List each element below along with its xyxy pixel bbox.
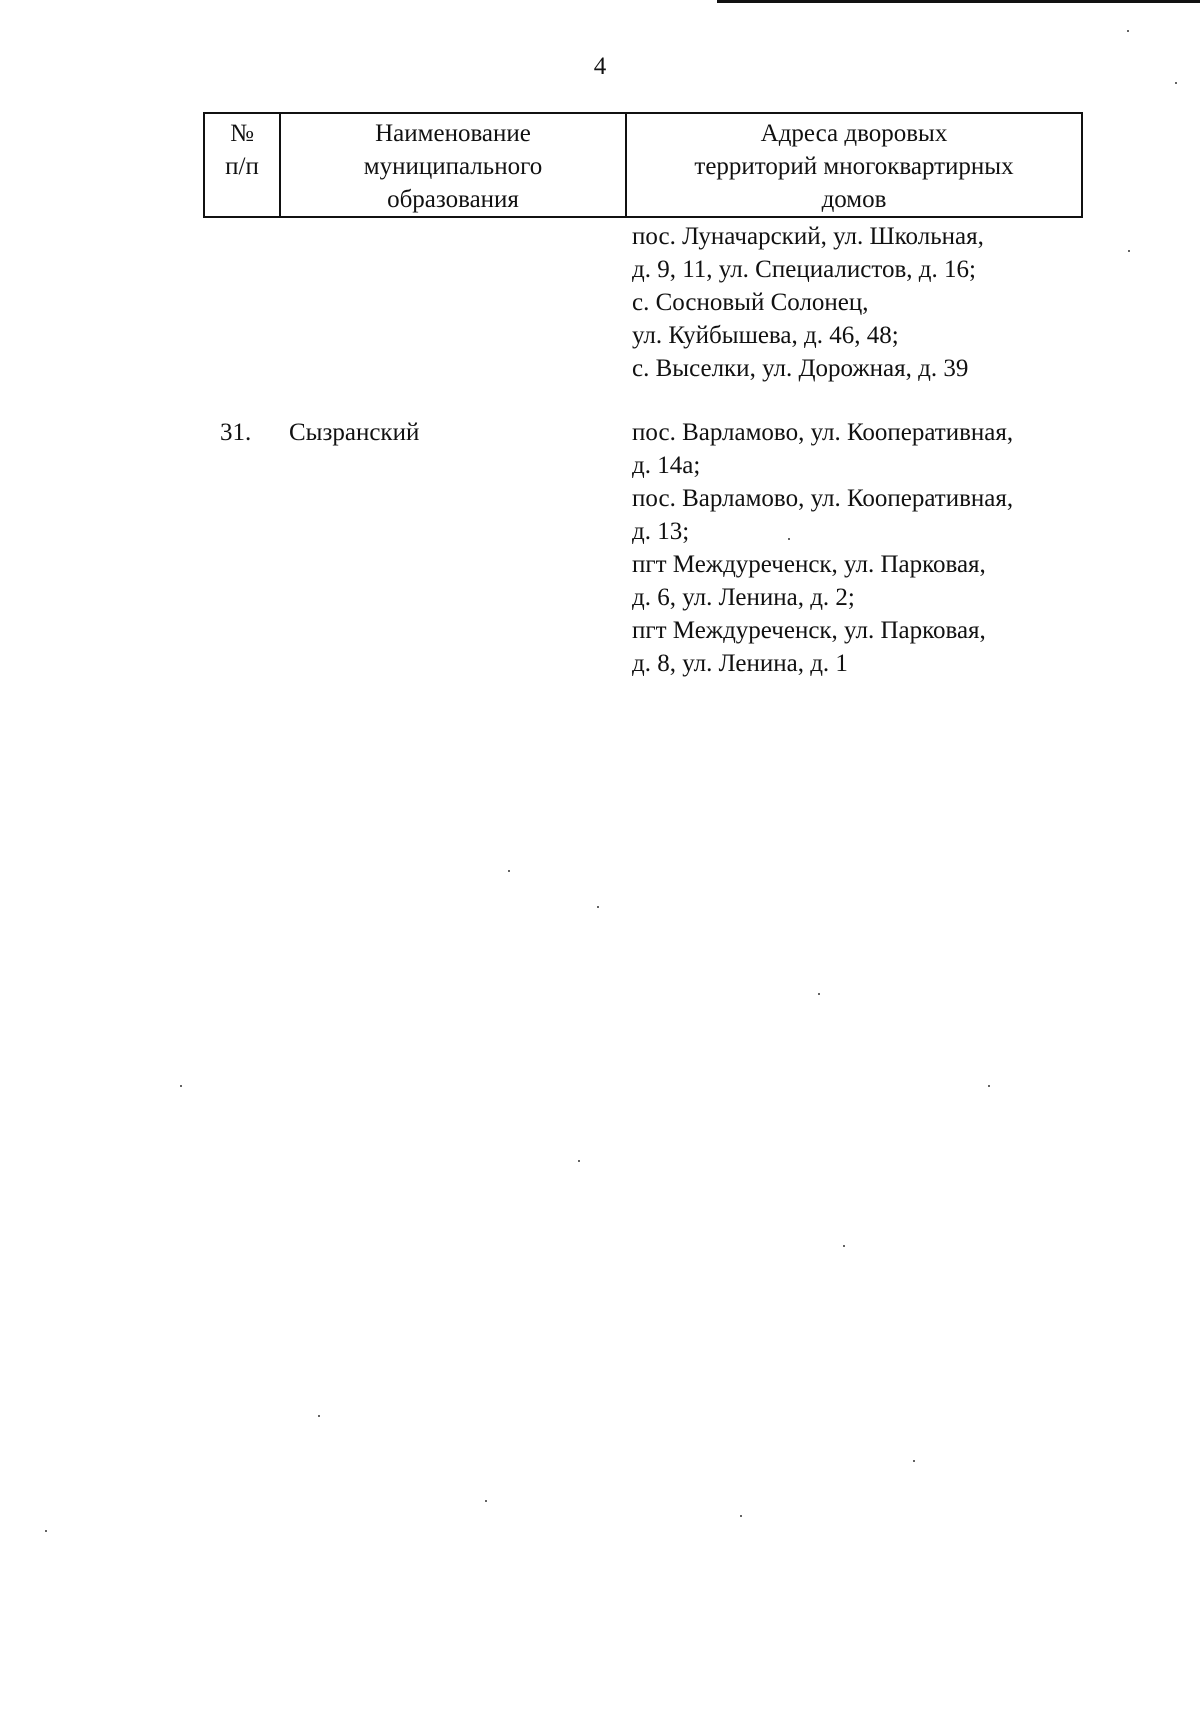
header-addresses-line: Адреса дворовых xyxy=(760,120,948,147)
address-line: д. 8, ул. Ленина, д. 1 xyxy=(632,650,848,677)
scan-speck xyxy=(913,1460,915,1462)
header-municipality-line: Наименование xyxy=(375,120,531,147)
header-cell-addresses xyxy=(626,113,1082,217)
header-municipality-line: образования xyxy=(387,186,519,213)
scan-speck xyxy=(45,1530,47,1532)
address-line: пгт Междуреченск, ул. Парковая, xyxy=(632,617,986,644)
scan-speck xyxy=(485,1500,487,1502)
scan-speck xyxy=(597,906,599,908)
address-line: д. 14а; xyxy=(632,452,701,479)
address-line: с. Сосновый Солонец, xyxy=(632,289,869,316)
address-line: с. Выселки, ул. Дорожная, д. 39 xyxy=(632,355,969,382)
scan-edge-mark xyxy=(717,0,1200,3)
address-line: пос. Луначарский, ул. Школьная, xyxy=(632,223,984,250)
address-line: д. 6, ул. Ленина, д. 2; xyxy=(632,584,855,611)
scan-speck xyxy=(180,1085,182,1087)
header-addresses-line: домов xyxy=(821,186,887,213)
header-addresses-line: территорий многоквартирных xyxy=(694,153,1014,180)
header-cell-number xyxy=(204,113,280,217)
row-address-list xyxy=(632,416,1092,680)
municipality-name: Сызранский xyxy=(289,419,420,446)
scan-speck xyxy=(1175,82,1177,84)
scan-speck xyxy=(788,538,790,540)
address-line: д. 9, 11, ул. Специалистов, д. 16; xyxy=(632,256,976,283)
scan-speck xyxy=(508,870,510,872)
address-line: пгт Междуреченск, ул. Парковая, xyxy=(632,551,986,578)
scan-speck xyxy=(843,1245,845,1247)
scan-speck xyxy=(740,1515,742,1517)
header-number-line: № xyxy=(230,120,254,147)
table-header xyxy=(203,112,1083,218)
header-number-line: п/п xyxy=(225,153,259,180)
address-line: пос. Варламово, ул. Кооперативная, xyxy=(632,485,1014,512)
scan-speck xyxy=(818,993,820,995)
header-cell-municipality xyxy=(280,113,626,217)
scan-speck xyxy=(318,1415,320,1417)
continued-address-list xyxy=(632,220,1092,385)
address-line: пос. Варламово, ул. Кооперативная, xyxy=(632,419,1014,446)
scan-speck xyxy=(988,1085,990,1087)
row-number: 31. xyxy=(220,419,252,446)
header-municipality-line: муниципального xyxy=(363,153,543,180)
address-line: д. 13; xyxy=(632,518,690,545)
scan-speck xyxy=(578,1160,580,1162)
scan-speck xyxy=(1127,30,1129,32)
scan-speck xyxy=(1128,250,1130,252)
address-line: ул. Куйбышева, д. 46, 48; xyxy=(632,322,899,349)
page-number: 4 xyxy=(593,53,607,80)
